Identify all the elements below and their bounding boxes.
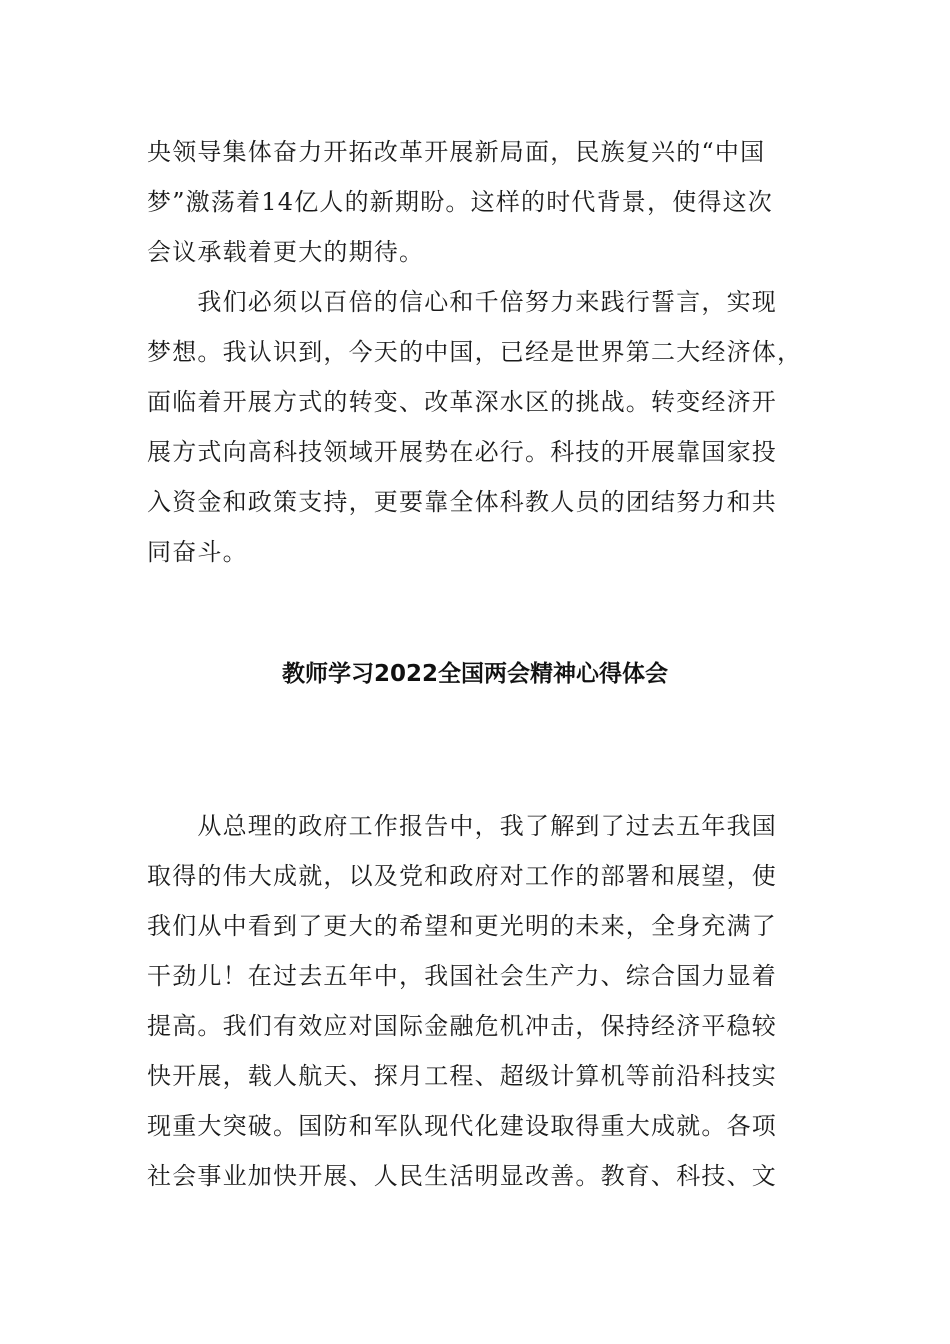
- text-line: 展方式向高科技领域开展势在必行。科技的开展靠国家投: [147, 438, 777, 466]
- text-line: 取得的伟大成就，以及党和政府对工作的部署和展望，使: [147, 862, 777, 890]
- text-line: 央领导集体奋力开拓改革开展新局面，民族复兴的“中国: [147, 138, 766, 166]
- text-line: 我们必须以百倍的信心和千倍努力来践行誓言，实现: [147, 288, 777, 316]
- text-line: 会议承载着更大的期待。: [147, 238, 425, 266]
- text-line: 我们从中看到了更大的希望和更光明的未来，全身充满了: [147, 912, 777, 940]
- text-line: 梦”激荡着14亿人的新期盼。这样的时代背景，使得这次: [147, 188, 774, 216]
- text-line: 社会事业加快开展、人民生活明显改善。教育、科技、文: [147, 1162, 777, 1190]
- text-line: 梦想。我认识到，今天的中国，已经是世界第二大经济体，: [147, 338, 803, 366]
- text-line: 提高。我们有效应对国际金融危机冲击，保持经济平稳较: [147, 1012, 777, 1040]
- text-line: 干劲儿！在过去五年中，我国社会生产力、综合国力显着: [147, 962, 777, 990]
- text-line: 同奋斗。: [147, 538, 248, 566]
- text-line: 快开展，载人航天、探月工程、超级计算机等前沿科技实: [147, 1062, 777, 1090]
- text-line: 从总理的政府工作报告中，我了解到了过去五年我国: [147, 812, 777, 840]
- text-line: 入资金和政策支持，更要靠全体科教人员的团结努力和共: [147, 488, 777, 516]
- section-title: 教师学习2022全国两会精神心得体会: [281, 661, 668, 687]
- text-line: 面临着开展方式的转变、改革深水区的挑战。转变经济开: [147, 388, 777, 416]
- text-line: 现重大突破。国防和军队现代化建设取得重大成就。各项: [147, 1112, 777, 1140]
